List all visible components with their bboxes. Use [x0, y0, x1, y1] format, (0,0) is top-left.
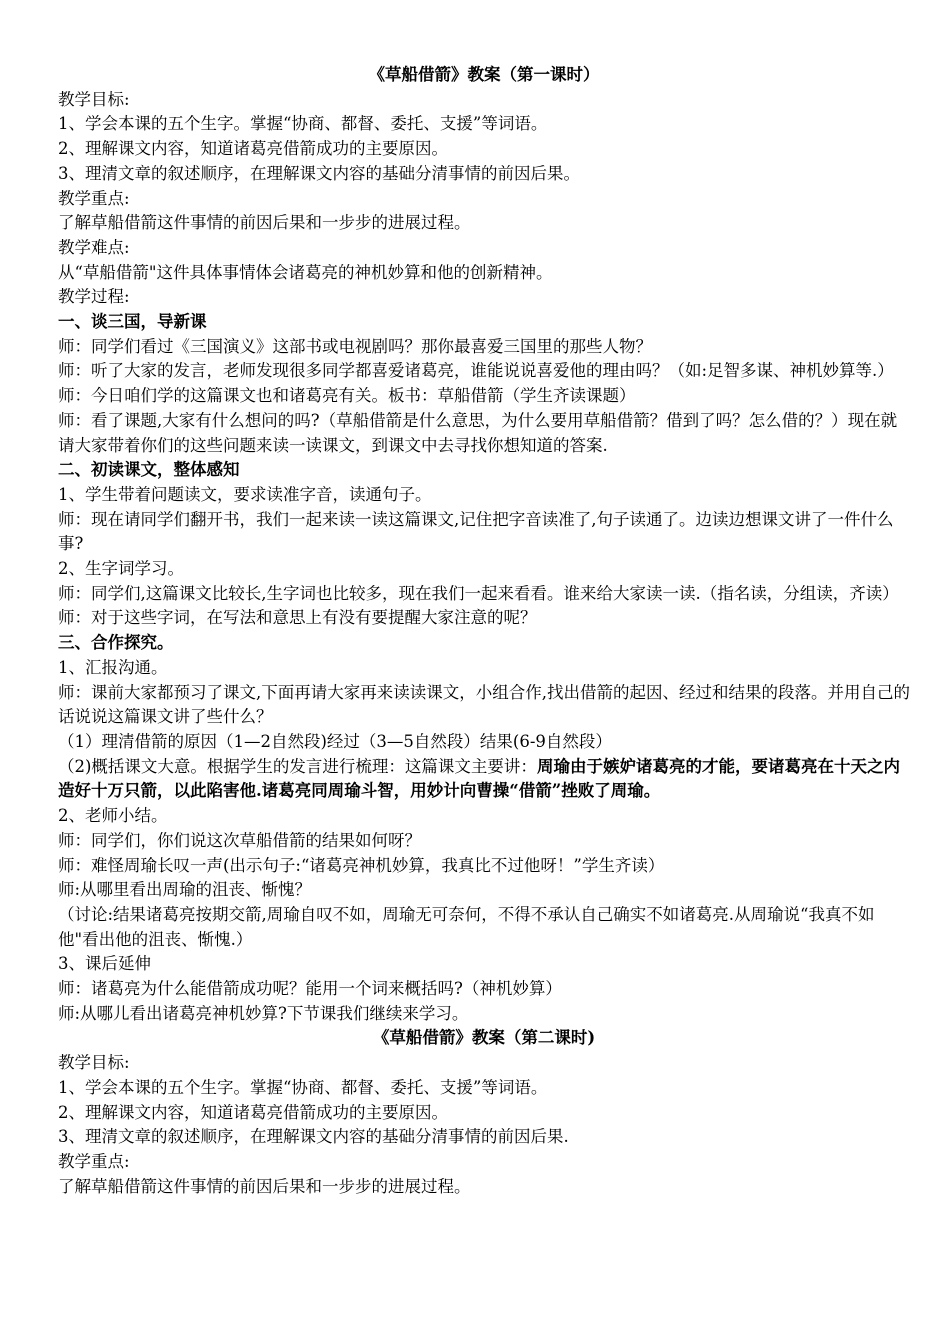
summary-bold-text: 周瑜由于嫉妒诸葛亮的才能，要诸葛亮在十天之内造好十万只箭，以此陷害他.诸葛亮同周瑜斗智，用妙计向曹操“借箭”挫败了周瑜。	[58, 756, 900, 801]
lesson1-title: 《草船借箭》教案（第一课时）	[368, 65, 600, 84]
section2-heading: 二、初读课文，整体感知	[58, 460, 240, 480]
section3-line-1: 1、汇报沟通。	[58, 657, 168, 677]
lesson2-title: 《草船借箭》教案（第二课时)	[372, 1028, 596, 1048]
section3-line-3: （1）理清借箭的原因（1—2自然段)经过（3—5自然段）结果(6-9自然段）	[58, 731, 612, 751]
section3-line-9: 3、课后延伸	[58, 954, 151, 974]
lesson1-difficulty-label: 教学难点:	[58, 237, 130, 257]
section2-line-2: 师：现在请同学们翻开书，我们一起来读一读这篇课文,记住把字音读准了,句子读通了。边读边想课文讲了一件什么事?	[58, 509, 894, 554]
section3-line-11: 师:从哪儿看出诸葛亮神机妙算?下节课我们继续来学习。	[58, 1003, 469, 1023]
lesson1-goals-label: 教学目标:	[58, 89, 130, 109]
lesson1-focus-label: 教学重点:	[58, 188, 130, 208]
section3-line-8: （讨论:结果诸葛亮按期交箭,周瑜自叹不如，周瑜无可奈何，不得不承认自己确实不如诸葛亮.从周瑜说“我真不如他"看出他的沮丧、惭愧.）	[58, 904, 875, 949]
section3-line-5: 师：同学们，你们说这次草船借箭的结果如何呀？	[58, 830, 421, 850]
lesson1-goal-3: 3、理清文章的叙述顺序，在理解课文内容的基础分清事情的前因后果。	[58, 163, 580, 183]
lesson1-goal-1: 1、学会本课的五个生字。掌握“协商、都督、委托、支援”等词语。	[58, 114, 548, 134]
lesson1-difficulty: 从“草船借箭"这件具体事情体会诸葛亮的神机妙算和他的创新精神。	[58, 262, 553, 282]
lesson2-focus-label: 教学重点:	[58, 1151, 130, 1171]
lesson1-focus: 了解草船借箭这件事情的前因后果和一步步的进展过程。	[58, 213, 471, 233]
lesson2-goals-label: 教学目标:	[58, 1053, 130, 1073]
section3-line-6: 师：难怪周瑜长叹一声(出示句子:“诸葛亮神机妙算，我真比不过他呀！”学生齐读）	[58, 855, 665, 875]
section1-line-4: 师：看了课题,大家有什么想问的吗?（草船借箭是什么意思，为什么要用草船借箭？借到了吗？怎么借的？）现在就请大家带着你们的这些问题来读一读课文，到课文中去寻找你想知道的答案.	[58, 410, 898, 455]
section1-line-3: 师：今日咱们学的这篇课文也和诸葛亮有关。板书：草船借箭（学生齐读课题）	[58, 386, 636, 406]
section2-line-3: 2、生字词学习。	[58, 559, 184, 579]
lesson1-process-label: 教学过程:	[58, 287, 130, 307]
section3-line-7: 师:从哪里看出周瑜的沮丧、惭愧？	[58, 880, 312, 900]
lesson2-goal-3: 3、理清文章的叙述顺序，在理解课文内容的基础分清事情的前因后果.	[58, 1127, 569, 1147]
section2-line-1: 1、学生带着问题读文，要求读准字音，读通句子。	[58, 484, 432, 504]
lesson1-goal-2: 2、理解课文内容，知道诸葛亮借箭成功的主要原因。	[58, 139, 448, 159]
section2-line-5: 师：对于这些字词，在写法和意思上有没有要提醒大家注意的呢？	[58, 608, 537, 628]
section1-line-1: 师：同学们看过《三国演义》这部书或电视剧吗？那你最喜爱三国里的那些人物？	[58, 336, 652, 356]
lesson2-goal-1: 1、学会本课的五个生字。掌握“协商、都督、委托、支援”等词语。	[58, 1077, 548, 1097]
section1-line-2: 师：听了大家的发言，老师发现很多同学都喜爱诸葛亮，谁能说说喜爱他的理由吗？（如:足智多谋、神机妙算等.）	[58, 361, 894, 381]
section3-line-10: 师：诸葛亮为什么能借箭成功呢？能用一个词来概括吗?（神机妙算）	[58, 979, 562, 999]
section3-line-4: 2、老师小结。	[58, 806, 168, 826]
summary-intro: （2)概括课文大意。根据学生的发言进行梳理：这篇课文主要讲：	[58, 756, 537, 776]
lesson2-focus: 了解草船借箭这件事情的前因后果和一步步的进展过程。	[58, 1176, 471, 1196]
section3-line-2: 师：课前大家都预习了课文,下面再请大家再来读读课文，小组合作,找出借箭的起因、经过和结果的段落。并用自己的话说说这篇课文讲了些什么？	[58, 682, 910, 727]
section1-heading: 一、谈三国，导新课	[58, 312, 207, 332]
section3-heading: 三、合作探究。	[58, 633, 174, 653]
section3-summary	[58, 755, 910, 804]
section2-line-4: 师：同学们,这篇课文比较长,生字词也比较多，现在我们一起来看看。谁来给大家读一读.（指名读，分组读，齐读）	[58, 583, 899, 603]
lesson2-goal-2: 2、理解课文内容，知道诸葛亮借箭成功的主要原因。	[58, 1102, 448, 1122]
document-page	[58, 63, 910, 1199]
